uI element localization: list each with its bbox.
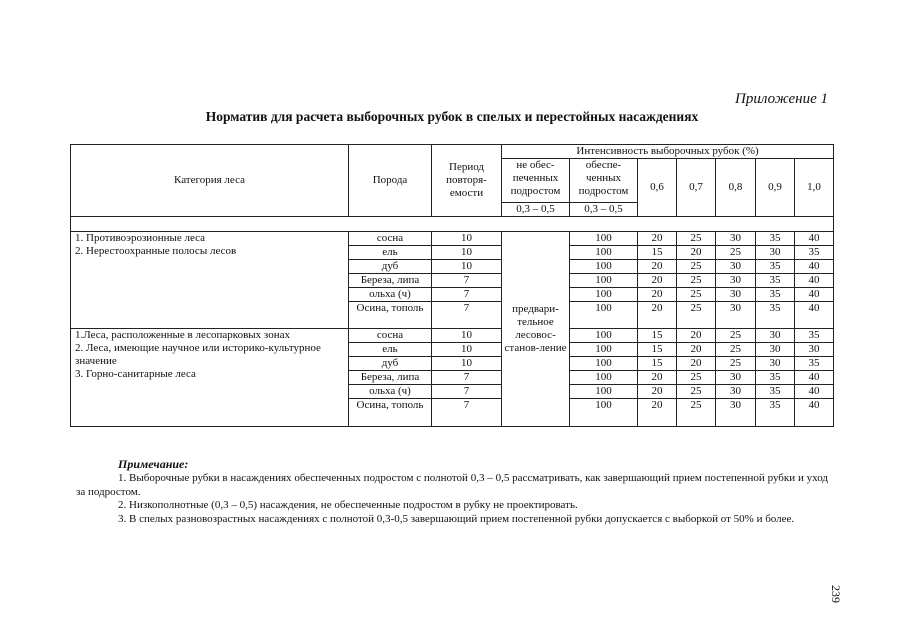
value-cell: 20: [638, 399, 677, 427]
value-cell: 30: [756, 343, 795, 357]
period-cell: 7: [432, 399, 502, 427]
value-cell: 30: [795, 343, 834, 357]
provided-cell: 100: [570, 246, 638, 260]
species-cell: Береза, липа: [349, 371, 432, 385]
category-cell: [71, 232, 349, 329]
species-cell: сосна: [349, 232, 432, 246]
value-cell: 20: [638, 274, 677, 288]
period-cell: 10: [432, 343, 502, 357]
table-header: [71, 145, 834, 232]
period-cell: 7: [432, 288, 502, 302]
period-cell: 10: [432, 329, 502, 343]
value-cell: 30: [716, 274, 756, 288]
header-density: 0,6: [638, 159, 677, 217]
provided-cell: 100: [570, 274, 638, 288]
value-cell: 35: [795, 329, 834, 343]
header-density: 0,9: [756, 159, 795, 217]
header-unprovided-density: 0,3 – 0,5: [502, 203, 570, 217]
category-line: 1.Леса, расположенные в лесопарковых зонах: [75, 329, 290, 341]
table-body: [71, 232, 834, 427]
provided-cell: 100: [570, 260, 638, 274]
provided-cell: 100: [570, 232, 638, 246]
notes-title: Примечание:: [118, 457, 189, 471]
value-cell: 40: [795, 371, 834, 385]
header-category: Категория леса: [71, 145, 349, 217]
value-cell: 20: [677, 246, 716, 260]
value-cell: 40: [795, 288, 834, 302]
reforestation-cell: предвари-тельное лесовос-станов-ление: [502, 232, 570, 427]
value-cell: 20: [638, 232, 677, 246]
note-item: 2. Низкополнотные (0,3 – 0,5) насаждения, не обеспеченные подростом в рубку не проектировать.: [118, 499, 578, 512]
page-number-text: 239: [829, 585, 843, 603]
value-cell: 30: [756, 329, 795, 343]
value-cell: 40: [795, 274, 834, 288]
document-title: Норматив для расчета выборочных рубок в спелых и перестойных насаждениях: [205, 109, 699, 124]
category-line: 2. Леса, имеющие научное или историко-культурное значение: [75, 342, 321, 367]
value-cell: 40: [795, 385, 834, 399]
category-line: 2. Нерестоохранные полосы лесов: [75, 245, 237, 257]
value-cell: 30: [716, 399, 756, 427]
period-cell: 7: [432, 274, 502, 288]
value-cell: 35: [756, 302, 795, 329]
value-cell: 25: [677, 274, 716, 288]
value-cell: 40: [795, 302, 834, 329]
species-cell: ольха (ч): [349, 385, 432, 399]
period-cell: 10: [432, 357, 502, 371]
provided-cell: 100: [570, 357, 638, 371]
appendix-label: Приложение 1: [735, 91, 828, 107]
value-cell: 15: [638, 357, 677, 371]
header-intensity: Интенсивность выборочных рубок (%): [502, 145, 834, 159]
value-cell: 30: [716, 232, 756, 246]
value-cell: 35: [795, 357, 834, 371]
period-cell: 10: [432, 260, 502, 274]
provided-cell: 100: [570, 329, 638, 343]
value-cell: 30: [716, 302, 756, 329]
value-cell: 35: [795, 246, 834, 260]
value-cell: 20: [677, 329, 716, 343]
category-line: 1. Противоэрозионные леса: [75, 232, 206, 244]
value-cell: 25: [677, 385, 716, 399]
provided-cell: 100: [570, 302, 638, 329]
note-item: 1. Выборочные рубки в насаждениях обеспеченных подростом с полнотой 0,3 – 0,5 рассматривать, как завершающий прием постепенной рубки и уход за подростом.: [76, 472, 828, 498]
value-cell: 35: [756, 385, 795, 399]
header-unprovided: не обес-печенных подростом: [502, 159, 570, 203]
value-cell: 20: [638, 302, 677, 329]
provided-cell: 100: [570, 343, 638, 357]
value-cell: 35: [756, 399, 795, 427]
value-cell: 15: [638, 329, 677, 343]
value-cell: 25: [716, 343, 756, 357]
species-cell: ель: [349, 246, 432, 260]
period-cell: 7: [432, 385, 502, 399]
value-cell: 35: [756, 371, 795, 385]
value-cell: 30: [716, 288, 756, 302]
species-cell: сосна: [349, 329, 432, 343]
value-cell: 25: [677, 399, 716, 427]
value-cell: 30: [716, 385, 756, 399]
notes-section: [76, 458, 828, 526]
value-cell: 20: [677, 357, 716, 371]
note-item: 3. В спелых разновозрастных насаждениях с полнотой 0,3-0,5 завершающий прием постепенной рубки допускается с выборкой от 50% и более.: [118, 512, 795, 525]
value-cell: 35: [756, 232, 795, 246]
value-cell: 25: [716, 246, 756, 260]
value-cell: 20: [677, 343, 716, 357]
value-cell: 35: [756, 288, 795, 302]
period-cell: 7: [432, 302, 502, 329]
value-cell: 25: [716, 329, 756, 343]
header-provided-density: 0,3 – 0,5: [570, 203, 638, 217]
value-cell: 30: [716, 371, 756, 385]
value-cell: 25: [677, 260, 716, 274]
value-cell: 40: [795, 260, 834, 274]
value-cell: 25: [677, 288, 716, 302]
period-cell: 10: [432, 232, 502, 246]
value-cell: 15: [638, 343, 677, 357]
species-cell: Осина, тополь: [349, 399, 432, 427]
category-line: 3. Горно-санитарные леса: [75, 368, 196, 380]
species-cell: ель: [349, 343, 432, 357]
value-cell: 20: [638, 385, 677, 399]
species-cell: Береза, липа: [349, 274, 432, 288]
value-cell: 20: [638, 288, 677, 302]
value-cell: 25: [677, 232, 716, 246]
spacer-row: [71, 217, 834, 232]
value-cell: 30: [756, 246, 795, 260]
norm-table: [70, 144, 834, 427]
period-cell: 10: [432, 246, 502, 260]
value-cell: 30: [716, 260, 756, 274]
value-cell: 25: [677, 302, 716, 329]
species-cell: дуб: [349, 260, 432, 274]
species-cell: дуб: [349, 357, 432, 371]
value-cell: 25: [716, 357, 756, 371]
header-provided: обеспе-ченных подростом: [570, 159, 638, 203]
value-cell: 20: [638, 260, 677, 274]
value-cell: 20: [638, 371, 677, 385]
header-species: Порода: [349, 145, 432, 217]
provided-cell: 100: [570, 371, 638, 385]
value-cell: 40: [795, 232, 834, 246]
value-cell: 15: [638, 246, 677, 260]
page-number: [828, 585, 843, 615]
value-cell: 35: [756, 260, 795, 274]
header-density: 0,7: [677, 159, 716, 217]
provided-cell: 100: [570, 288, 638, 302]
value-cell: 40: [795, 399, 834, 427]
provided-cell: 100: [570, 399, 638, 427]
table-row: [71, 329, 834, 343]
value-cell: 30: [756, 357, 795, 371]
species-cell: ольха (ч): [349, 288, 432, 302]
header-density: 1,0: [795, 159, 834, 217]
value-cell: 35: [756, 274, 795, 288]
species-cell: Осина, тополь: [349, 302, 432, 329]
table-row: [71, 232, 834, 246]
period-cell: 7: [432, 371, 502, 385]
category-cell: [71, 329, 349, 427]
provided-cell: 100: [570, 385, 638, 399]
header-density: 0,8: [716, 159, 756, 217]
value-cell: 25: [677, 371, 716, 385]
header-period: Период повторя-емости: [432, 145, 502, 217]
